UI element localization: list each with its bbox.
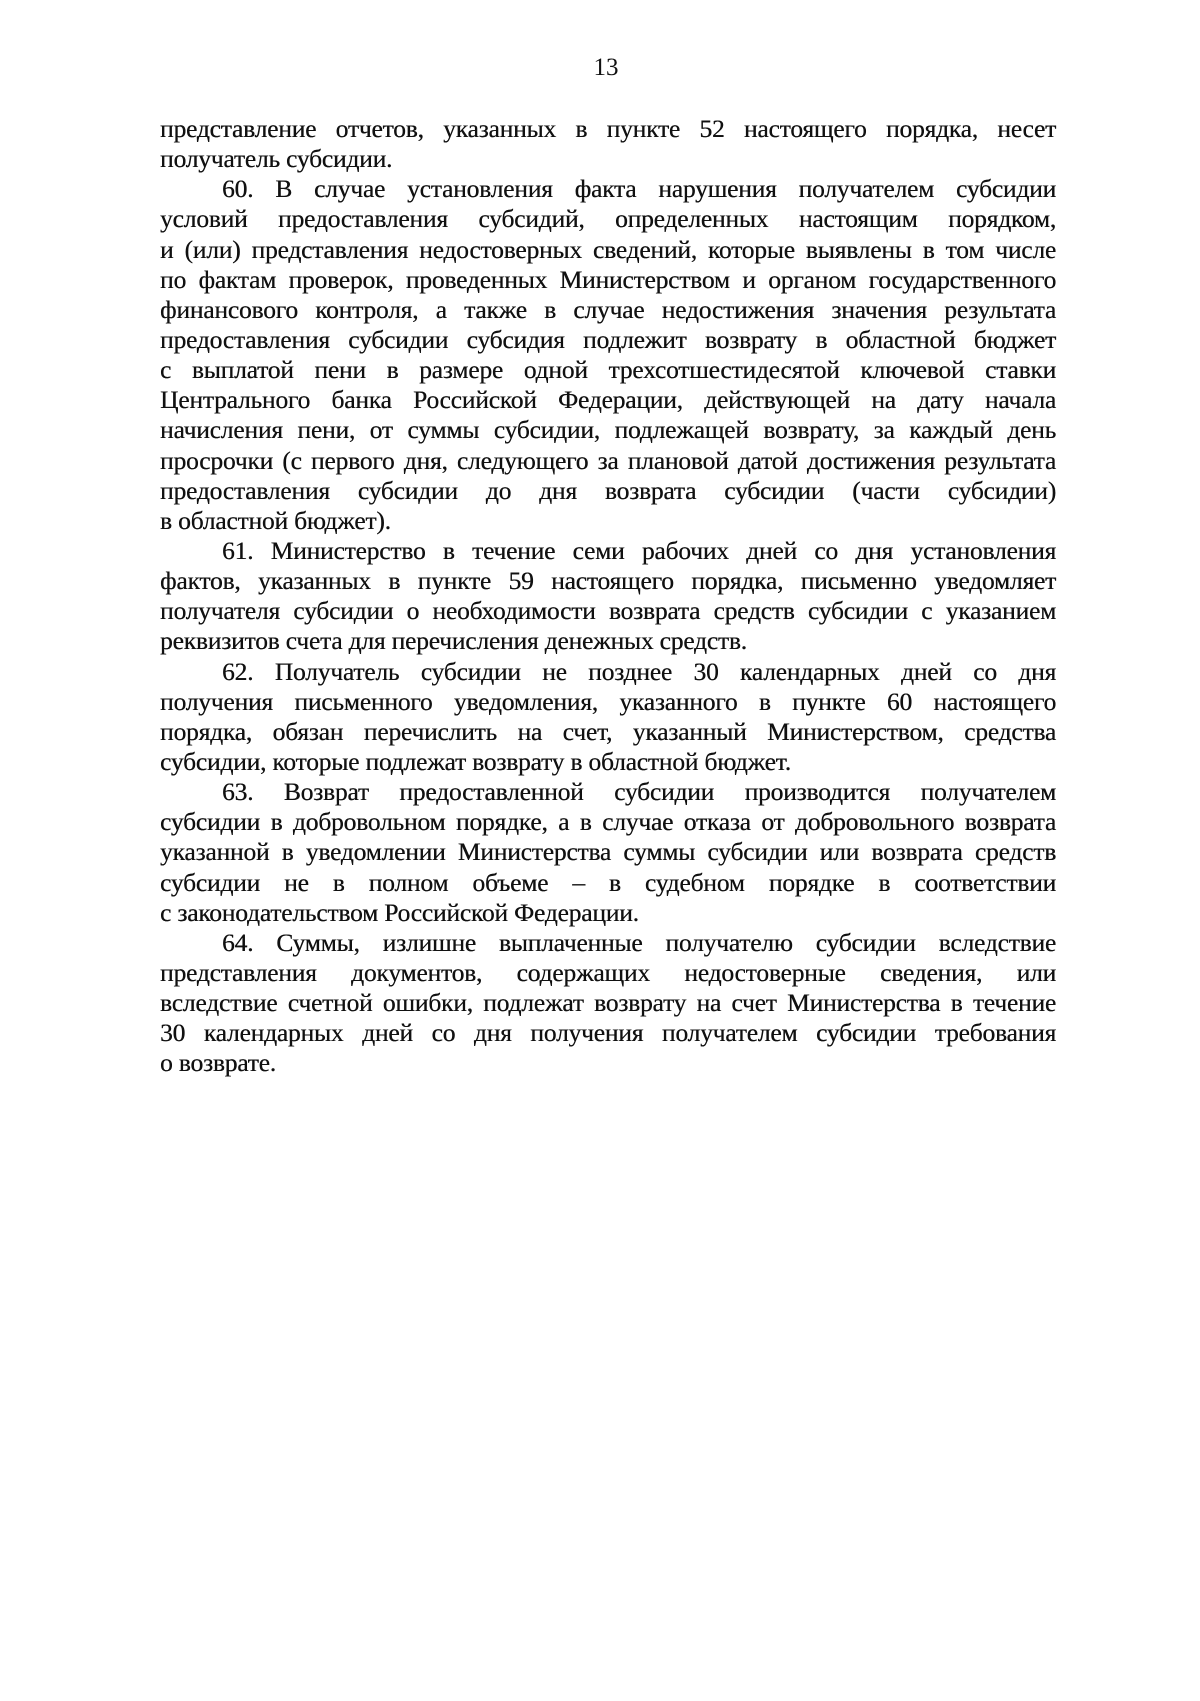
text-line: и (или) представления недостоверных сведений, которые выявлены в том числе: [160, 234, 1056, 264]
text-line: реквизитов счета для перечисления денежных средств.: [160, 626, 747, 656]
text-line: субсидии в добровольном порядке, а в случае отказа от добровольного возврата: [160, 807, 1056, 837]
paragraph: [160, 114, 1056, 174]
text-line: начисления пени, от суммы субсидии, подлежащей возврату, за каждый день: [160, 415, 1056, 445]
text-line: по фактам проверок, проведенных Министерством и органом государственного: [160, 264, 1056, 294]
text-line: о возврате.: [160, 1048, 276, 1078]
text-line: получения письменного уведомления, указанного в пункте 60 настоящего: [160, 686, 1056, 716]
text-line: получателя субсидии о необходимости возврата средств субсидии с указанием: [160, 596, 1056, 626]
paragraph: [160, 174, 1056, 536]
text-line: 60. В случае установления факта нарушения получателем субсидии: [222, 174, 1056, 204]
paragraph: [160, 657, 1056, 778]
text-line: представление отчетов, указанных в пункте 52 настоящего порядка, несет: [160, 114, 1056, 143]
text-line: получатель субсидии.: [160, 144, 393, 174]
text-line: 30 календарных дней со дня получения получателем субсидии требования: [160, 1018, 1056, 1048]
text-line: предоставления субсидии субсидия подлежит возврату в областной бюджет: [160, 324, 1056, 354]
text-line: с выплатой пени в размере одной трехсотшестидесятой ключевой ставки: [160, 355, 1056, 385]
text-line: 64. Суммы, излишне выплаченные получателю субсидии вследствие: [222, 927, 1056, 957]
text-line: 63. Возврат предоставленной субсидии производится получателем: [222, 777, 1056, 807]
text-line: порядка, обязан перечислить на счет, указанный Министерством, средства: [160, 716, 1056, 746]
page-number: 13: [593, 54, 619, 81]
text-line: вследствие счетной ошибки, подлежат возврату на счет Министерства в течение: [160, 988, 1056, 1018]
text-line: субсидии, которые подлежат возврату в областной бюджет.: [160, 746, 791, 776]
text-line: субсидии не в полном объеме – в судебном порядке в соответствии: [160, 867, 1056, 897]
text-line: фактов, указанных в пункте 59 настоящего порядка, письменно уведомляет: [160, 566, 1056, 596]
text-line: Центрального банка Российской Федерации, действующей на дату начала: [160, 385, 1056, 415]
text-line: 61. Министерство в течение семи рабочих дней со дня установления: [222, 535, 1056, 565]
text-line: просрочки (с первого дня, следующего за плановой датой достижения результата: [160, 445, 1056, 475]
text-line: указанной в уведомлении Министерства суммы субсидии или возврата средств: [160, 837, 1056, 867]
text-line: финансового контроля, а также в случае недостижения значения результата: [160, 294, 1056, 324]
text-line: с законодательством Российской Федерации.: [160, 897, 639, 927]
paragraph: [160, 777, 1056, 928]
text-line: в областной бюджет).: [160, 505, 391, 535]
paragraph: [160, 928, 1056, 1079]
text-line: условий предоставления субсидий, определенных настоящим порядком,: [160, 204, 1056, 234]
document-body: [160, 114, 1056, 1079]
text-line: предоставления субсидии до дня возврата субсидии (части субсидии): [160, 475, 1056, 505]
text-line: 62. Получатель субсидии не позднее 30 календарных дней со дня: [222, 656, 1056, 686]
text-line: представления документов, содержащих недостоверные сведения, или: [160, 957, 1056, 987]
paragraph: [160, 536, 1056, 657]
